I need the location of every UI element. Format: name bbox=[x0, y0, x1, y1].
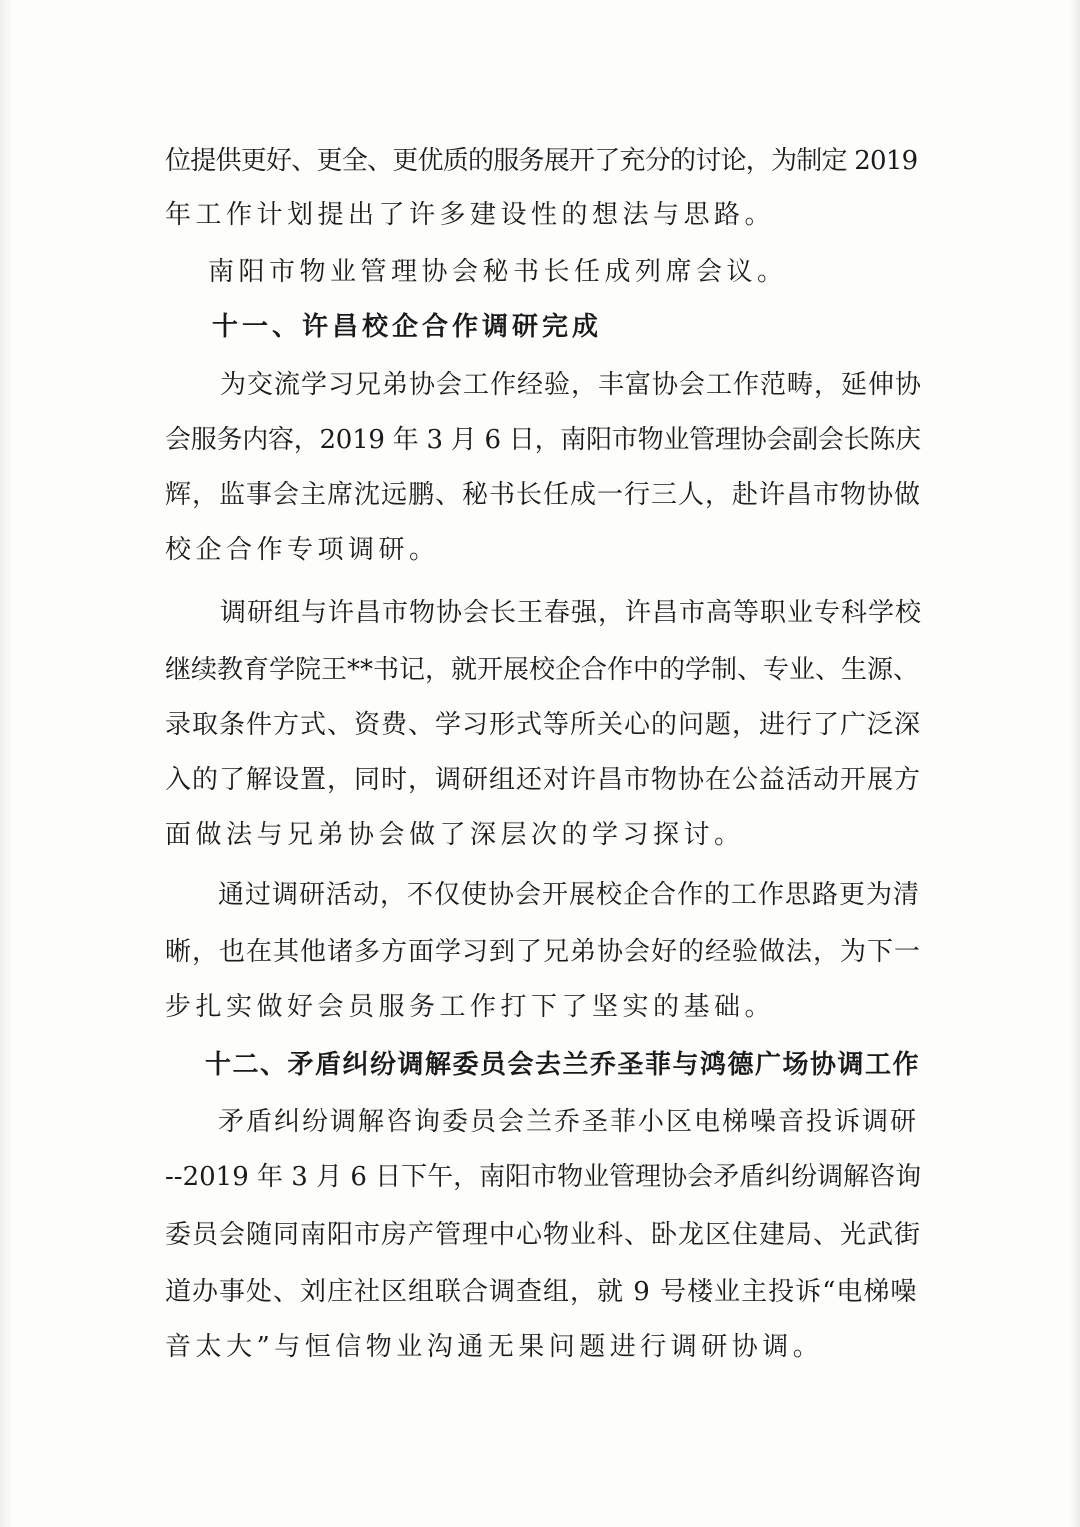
paragraph-line: 南阳市物业管理协会秘书长任成列席会议。 bbox=[208, 257, 788, 287]
paragraph-line: 面做法与兄弟协会做了深层次的学习探讨。 bbox=[165, 820, 745, 850]
paragraph-line: 辉，监事会主席沈远鹏、秘书长任成一行三人，赴许昌市物协做 bbox=[165, 480, 922, 510]
paragraph-line: 会服务内容，2019 年 3 月 6 日，南阳市物业管理协会副会长陈庆 bbox=[165, 425, 921, 455]
scan-edge-left bbox=[0, 0, 12, 1527]
paragraph-line: 矛盾纠纷调解咨询委员会兰乔圣菲小区电梯噪音投诉调研 bbox=[218, 1107, 919, 1137]
paragraph-line: 录取条件方式、资费、学习形式等所关心的问题，进行了广泛深 bbox=[165, 710, 922, 740]
paragraph-line: 委员会随同南阳市房产管理中心物业科、卧龙区住建局、光武街 bbox=[165, 1220, 922, 1250]
paragraph-line: 道办事处、刘庄社区组联合调查组，就 9 号楼业主投诉“电梯噪 bbox=[165, 1277, 918, 1307]
paragraph-line: 调研组与许昌市物协会长王春强，许昌市高等职业专科学校 bbox=[220, 598, 923, 628]
paragraph-line: --2019 年 3 月 6 日下午，南阳市物业管理协会矛盾纠纷调解咨询 bbox=[165, 1162, 922, 1192]
scan-edge-right bbox=[1070, 0, 1080, 1527]
paragraph-line: 年工作计划提出了许多建设性的想法与思路。 bbox=[165, 200, 776, 230]
paragraph-line: 校企合作专项调研。 bbox=[165, 535, 440, 565]
paragraph-line: 继续教育学院王**书记，就开展校企合作中的学制、专业、生源、 bbox=[165, 655, 920, 685]
paragraph-line: 步扎实做好会员服务工作打下了坚实的基础。 bbox=[165, 992, 776, 1022]
paragraph-line: 为交流学习兄弟协会工作经验，丰富协会工作范畴，延伸协 bbox=[220, 370, 923, 400]
paragraph-line: 入的了解设置，同时，调研组还对许昌市物协在公益活动开展方 bbox=[165, 765, 922, 795]
section-heading-11: 十一、许昌校企合作调研完成 bbox=[212, 312, 603, 342]
paragraph-line: 音太大”与恒信物业沟通无果问题进行调研协调。 bbox=[165, 1332, 824, 1362]
paragraph-line: 位提供更好、更全、更优质的服务展开了充分的讨论，为制定 2019 bbox=[165, 146, 918, 176]
section-heading-12: 十二、矛盾纠纷调解委员会去兰乔圣菲与鸿德广场协调工作 bbox=[205, 1050, 921, 1080]
paragraph-line: 晰，也在其他诸多方面学习到了兄弟协会好的经验做法，为下一 bbox=[165, 937, 922, 967]
paragraph-line: 通过调研活动，不仅使协会开展校企合作的工作思路更为清 bbox=[218, 880, 921, 910]
